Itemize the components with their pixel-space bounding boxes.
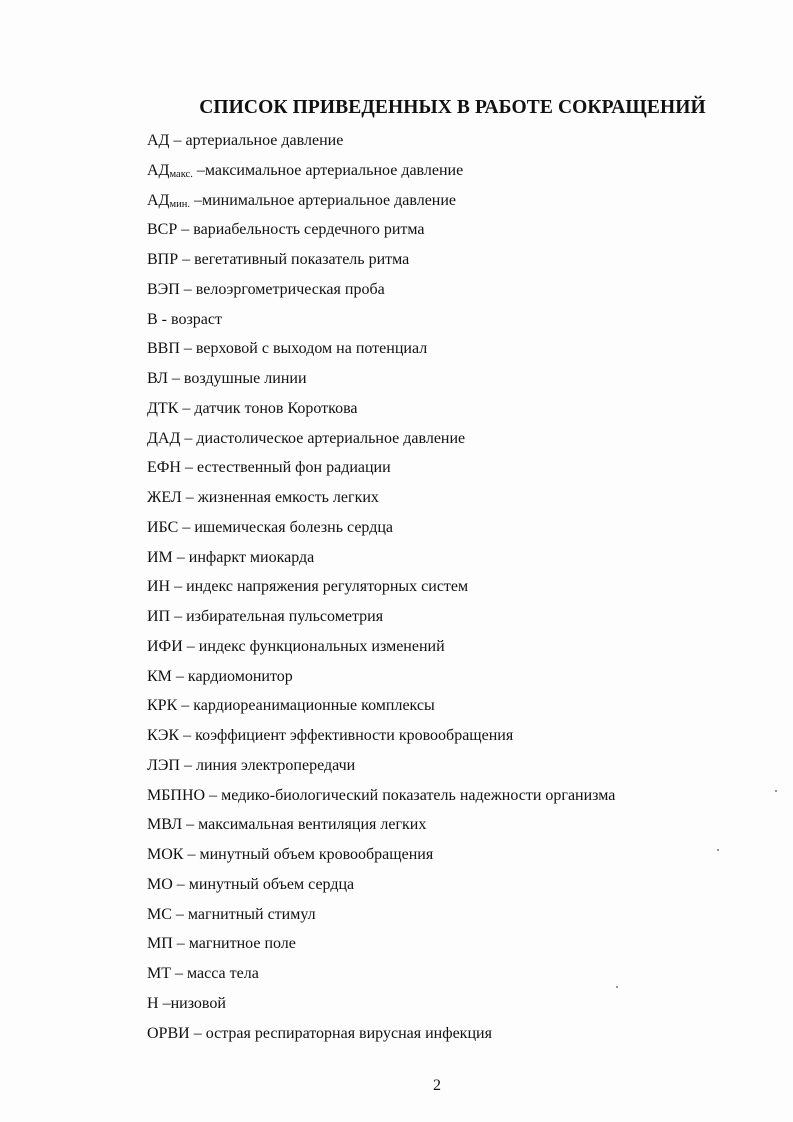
abbreviation-entry [147,453,615,483]
abbreviation-entry [147,215,615,245]
abbreviation-entry [147,364,615,394]
page-title: СПИСОК ПРИВЕДЕННЫХ В РАБОТЕ СОКРАЩЕНИЙ [199,97,706,118]
abbreviation-term-text: ИП [147,608,171,625]
abbreviation-term [147,668,172,685]
abbreviation-term-text: МОК [147,846,184,863]
abbreviation-definition: минутный объем кровообращения [199,846,434,863]
abbreviation-term-text: ИН [147,578,171,596]
abbreviation-term [147,281,180,298]
abbreviation-term-text: ИМ [147,548,173,566]
abbreviation-term-text: МО [147,875,173,893]
abbreviation-definition: острая респираторная вирусная инфекция [205,1024,492,1042]
abbreviation-entry [147,810,615,840]
abbreviation-definition: масса тела [187,965,259,982]
abbreviation-entry [147,572,615,602]
abbreviation-entry [147,870,615,900]
abbreviation-definition: линия электропередачи [195,756,356,774]
abbreviation-separator: – [182,637,199,655]
abbreviation-separator: – [181,489,198,506]
abbreviation-separator: – [179,340,196,358]
abbreviation-entry [147,305,615,335]
abbreviation-entry [147,543,615,573]
abbreviation-definition: возраст [171,310,222,328]
abbreviation-separator: – [205,786,222,804]
abbreviation-term [147,697,177,714]
abbreviation-term [147,549,173,566]
abbreviation-separator: – [182,816,199,834]
abbreviation-term [147,935,173,952]
abbreviation-term [147,787,205,804]
abbreviation-term [147,459,181,476]
abbreviation-entry [147,602,615,632]
abbreviation-entry [147,989,615,1019]
abbreviation-term-text: ДАД [147,429,181,447]
abbreviation-definition: индекс функциональных изменений [198,637,445,655]
abbreviation-term-text: КЭК [147,727,180,744]
abbreviation-term [147,578,170,595]
abbreviation-separator: – [177,697,194,715]
abbreviation-separator: – [171,667,188,685]
abbreviation-definition: воздушные линии [183,370,307,387]
abbreviation-entry [147,959,615,989]
scan-speck [775,790,777,792]
abbreviation-entry [147,394,615,424]
abbreviation-entry [147,424,615,454]
abbreviation-subscript: мин. [169,198,190,210]
abbreviation-separator: – [158,994,171,1012]
abbreviation-entry [147,186,615,216]
abbreviation-term [147,638,183,655]
abbreviation-term [147,192,190,209]
abbreviation-term [147,430,180,447]
abbreviation-definition: максимальная вентиляция легких [198,816,427,834]
abbreviation-definition: естественный фон радиации [196,459,391,477]
abbreviation-definition: минутный объем сердца [188,875,355,893]
abbreviation-term [147,876,173,893]
abbreviation-separator: – [192,161,205,179]
abbreviation-separator: – [169,132,186,149]
abbreviation-separator: – [179,280,196,298]
abbreviation-entry [147,632,615,662]
abbreviation-separator: – [171,905,188,923]
abbreviation-term-text: ВЛ [147,370,168,387]
abbreviation-entry [147,1019,615,1049]
abbreviation-term [147,519,178,536]
abbreviation-term-text: ОРВИ [147,1024,190,1042]
abbreviation-definition: верховой с выходом на потенциал [195,340,428,358]
scan-speck [717,849,719,851]
abbreviation-separator: – [177,221,194,239]
page-number: 2 [433,1077,441,1094]
abbreviation-term-text: ЖЕЛ [147,489,182,506]
abbreviation-entry [147,691,615,721]
abbreviation-list [147,126,615,1048]
abbreviation-entry [147,245,615,275]
abbreviation-definition: минимальное артериальное давление [201,191,457,209]
abbreviation-subscript: макс. [169,168,193,180]
abbreviation-separator: – [178,251,195,268]
abbreviation-term-text: КРК [147,697,178,715]
abbreviation-separator: - [157,310,171,328]
abbreviation-definition: медико-биологический показатель надежности организма [221,786,616,804]
abbreviation-separator: – [180,459,197,477]
abbreviation-entry [147,751,615,781]
abbreviation-definition: магнитное поле [188,935,296,953]
abbreviation-term-text: ДТК [147,399,179,417]
abbreviation-separator: – [189,1024,206,1042]
abbreviation-separator: – [170,578,187,596]
abbreviation-term [147,400,178,417]
abbreviation-definition: коэффициент эффективности кровообращения [195,727,514,744]
abbreviation-term-text: Н [147,994,159,1012]
abbreviation-entry [147,662,615,692]
abbreviation-separator: – [170,608,187,625]
abbreviation-entry [147,900,615,930]
abbreviation-term [147,846,183,863]
abbreviation-term-text: МТ [147,965,171,982]
abbreviation-definition: низовой [170,994,226,1012]
abbreviation-term-text: МС [147,905,172,923]
abbreviation-definition: вегетативный показатель ритма [194,251,410,268]
abbreviation-separator: – [172,548,189,566]
abbreviation-definition: вариабельность сердечного ритма [193,221,425,239]
abbreviation-term-text: ВЭП [147,280,180,298]
abbreviation-term-text: АД [147,191,170,209]
abbreviation-term [147,162,193,179]
abbreviation-entry [147,721,615,751]
abbreviation-term [147,816,182,833]
abbreviation-separator: – [178,518,195,536]
abbreviation-term [147,489,182,506]
abbreviation-separator: – [167,370,184,387]
abbreviation-term [147,995,159,1012]
abbreviation-term [147,132,169,149]
abbreviation-term-text: В [147,310,158,328]
abbreviation-definition: инфаркт миокарда [188,548,315,566]
abbreviation-term-text: ИБС [147,518,179,536]
abbreviation-term [147,906,172,923]
abbreviation-term-text: МВЛ [147,816,183,834]
abbreviation-term-text: ЕФН [147,459,181,477]
abbreviation-term [147,370,168,387]
abbreviation-definition: магнитный стимул [187,905,316,923]
abbreviation-separator: – [178,399,195,417]
abbreviation-definition: индекс напряжения регуляторных систем [186,578,469,596]
abbreviation-term-text: ВВП [147,340,180,358]
abbreviation-separator: – [172,875,189,893]
abbreviation-term-text: ЛЭП [147,756,180,774]
abbreviation-term-text: МП [147,935,173,953]
abbreviation-term [147,340,180,357]
abbreviation-definition: велоэргометрическая проба [195,280,385,298]
abbreviation-term-text: МБПНО [147,786,206,804]
abbreviation-entry [147,781,615,811]
abbreviation-term [147,251,178,268]
abbreviation-definition: кардиореанимационные комплексы [193,697,435,715]
abbreviation-definition: жизненная емкость легких [197,489,379,506]
abbreviation-term [147,608,170,625]
abbreviation-definition: избирательная пульсометрия [186,608,384,625]
abbreviation-definition: ишемическая болезнь сердца [194,518,394,536]
abbreviation-entry [147,840,615,870]
abbreviation-term-text: АД [147,132,170,149]
abbreviation-entry [147,929,615,959]
abbreviation-term [147,221,177,238]
abbreviation-term [147,757,180,774]
abbreviation-separator: – [183,846,200,863]
abbreviation-term [147,965,171,982]
abbreviation-term-text: ИФИ [147,637,183,655]
abbreviation-entry [147,483,615,513]
abbreviation-definition: максимальное артериальное давление [204,161,464,179]
abbreviation-term-text: КМ [147,667,172,685]
abbreviation-definition: артериальное давление [185,132,344,149]
abbreviation-entry [147,513,615,543]
abbreviation-definition: датчик тонов Короткова [194,399,358,417]
abbreviation-term [147,311,158,328]
abbreviation-entry [147,126,615,156]
abbreviation-entry [147,334,615,364]
scan-speck [616,986,618,988]
abbreviation-separator: – [180,429,197,447]
abbreviation-separator: – [179,727,196,744]
abbreviation-separator: – [172,935,189,953]
abbreviation-entry [147,156,615,186]
abbreviation-definition: кардиомонитор [187,667,293,685]
abbreviation-entry [147,275,615,305]
abbreviation-definition: диастолическое артериальное давление [196,429,466,447]
abbreviation-term-text: АД [147,161,170,179]
abbreviation-term-text: ВПР [147,251,179,268]
abbreviation-term-text: ВСР [147,221,178,239]
abbreviation-separator: – [179,756,196,774]
abbreviation-term [147,727,179,744]
abbreviation-term [147,1025,190,1042]
abbreviation-separator: – [189,191,202,209]
abbreviation-separator: – [171,965,187,982]
